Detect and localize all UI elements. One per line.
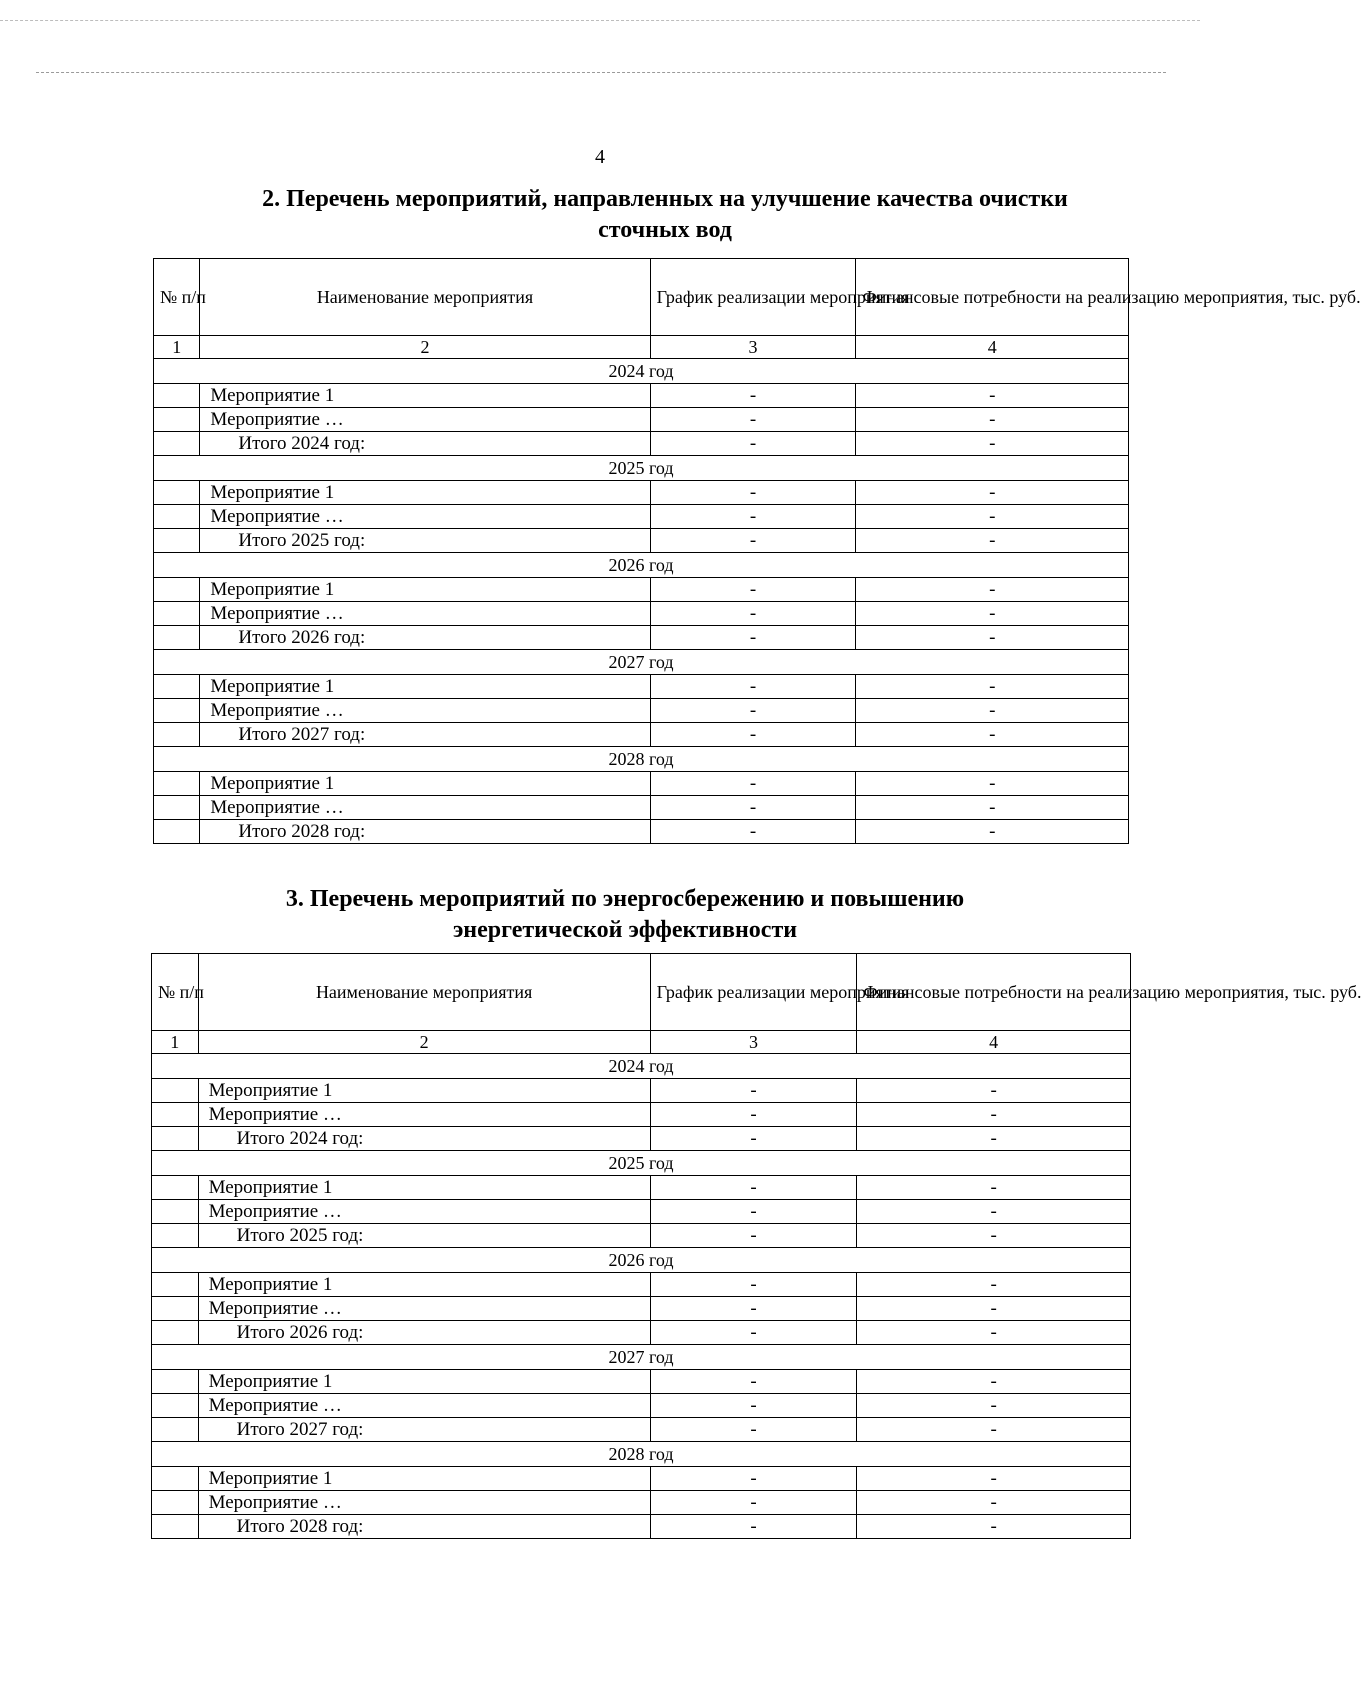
total-row [154, 529, 1129, 553]
finance-cell: - [856, 384, 1129, 408]
table-row [152, 1491, 1131, 1515]
column-number-row [154, 336, 1129, 359]
num-cell [154, 505, 200, 529]
header-name: Наименование мероприятия [198, 954, 650, 1031]
schedule-cell: - [650, 772, 856, 796]
total-row [152, 1127, 1131, 1151]
num-cell [154, 578, 200, 602]
num-cell [154, 675, 200, 699]
name-cell: Мероприятие … [200, 699, 650, 723]
year-row [152, 1054, 1131, 1079]
total-row [154, 626, 1129, 650]
name-cell: Итого 2027 год: [200, 723, 650, 747]
year-row [154, 650, 1129, 675]
name-cell: Итого 2028 год: [198, 1515, 650, 1539]
schedule-cell: - [650, 578, 856, 602]
section2-title [155, 184, 1175, 246]
year-label: 2028 год [154, 747, 1129, 772]
name-cell: Мероприятие … [198, 1491, 650, 1515]
column-number: 2 [198, 1031, 650, 1054]
schedule-cell: - [650, 1321, 857, 1345]
finance-cell: - [857, 1491, 1131, 1515]
finance-cell: - [857, 1224, 1131, 1248]
name-cell: Мероприятие 1 [198, 1079, 650, 1103]
finance-cell: - [856, 796, 1129, 820]
finance-cell: - [857, 1127, 1131, 1151]
column-number: 4 [856, 336, 1129, 359]
year-label: 2027 год [154, 650, 1129, 675]
table-row [152, 1176, 1131, 1200]
finance-cell: - [857, 1515, 1131, 1539]
num-cell [152, 1418, 199, 1442]
name-cell: Мероприятие … [200, 796, 650, 820]
schedule-cell: - [650, 675, 856, 699]
total-row [152, 1418, 1131, 1442]
year-row [152, 1442, 1131, 1467]
table-row [152, 1273, 1131, 1297]
num-cell [152, 1200, 199, 1224]
page-number: 4 [595, 146, 605, 168]
year-label: 2024 год [154, 359, 1129, 384]
num-cell [154, 796, 200, 820]
schedule-cell: - [650, 1467, 857, 1491]
name-cell: Мероприятие … [200, 505, 650, 529]
finance-cell: - [857, 1394, 1131, 1418]
table-row [154, 602, 1129, 626]
schedule-cell: - [650, 408, 856, 432]
name-cell: Мероприятие 1 [200, 578, 650, 602]
num-cell [152, 1103, 199, 1127]
name-cell: Мероприятие 1 [200, 772, 650, 796]
name-cell: Мероприятие 1 [198, 1273, 650, 1297]
year-label: 2026 год [152, 1248, 1131, 1273]
schedule-cell: - [650, 699, 856, 723]
schedule-cell: - [650, 1273, 857, 1297]
table-row [154, 796, 1129, 820]
header-finance: Финансовые потребности на реализацию мероприятия, тыс. руб. [856, 259, 1129, 336]
table-row [154, 699, 1129, 723]
num-cell [152, 1127, 199, 1151]
num-cell [152, 1176, 199, 1200]
name-cell: Итого 2028 год: [200, 820, 650, 844]
name-cell: Мероприятие 1 [198, 1370, 650, 1394]
num-cell [154, 602, 200, 626]
table-row [154, 505, 1129, 529]
schedule-cell: - [650, 1418, 857, 1442]
table-row [154, 578, 1129, 602]
num-cell [152, 1370, 199, 1394]
name-cell: Мероприятие 1 [200, 675, 650, 699]
name-cell: Итого 2025 год: [200, 529, 650, 553]
table-header-row [154, 259, 1129, 336]
num-cell [154, 432, 200, 456]
finance-cell: - [856, 529, 1129, 553]
name-cell: Мероприятие … [198, 1200, 650, 1224]
schedule-cell: - [650, 432, 856, 456]
section3-title [155, 884, 1095, 946]
table-row [152, 1297, 1131, 1321]
year-row [152, 1345, 1131, 1370]
column-number: 3 [650, 336, 856, 359]
finance-cell: - [856, 772, 1129, 796]
year-label: 2027 год [152, 1345, 1131, 1370]
schedule-cell: - [650, 1370, 857, 1394]
name-cell: Мероприятие … [198, 1297, 650, 1321]
table-header-row [152, 954, 1131, 1031]
finance-cell: - [856, 578, 1129, 602]
name-cell: Итого 2024 год: [200, 432, 650, 456]
table-row [152, 1079, 1131, 1103]
schedule-cell: - [650, 1200, 857, 1224]
name-cell: Мероприятие … [198, 1394, 650, 1418]
schedule-cell: - [650, 529, 856, 553]
num-cell [152, 1224, 199, 1248]
finance-cell: - [856, 675, 1129, 699]
schedule-cell: - [650, 1103, 857, 1127]
finance-cell: - [856, 505, 1129, 529]
num-cell [154, 699, 200, 723]
num-cell [152, 1321, 199, 1345]
finance-cell: - [856, 626, 1129, 650]
year-row [152, 1151, 1131, 1176]
num-cell [154, 384, 200, 408]
column-number: 3 [650, 1031, 857, 1054]
name-cell: Мероприятие … [198, 1103, 650, 1127]
total-row [152, 1515, 1131, 1539]
section3-title-line1: 3. Перечень мероприятий по энергосбережению и повышению [285, 886, 965, 912]
schedule-cell: - [650, 723, 856, 747]
schedule-cell: - [650, 384, 856, 408]
finance-cell: - [856, 481, 1129, 505]
finance-cell: - [856, 820, 1129, 844]
total-row [152, 1224, 1131, 1248]
finance-cell: - [857, 1418, 1131, 1442]
year-label: 2024 год [152, 1054, 1131, 1079]
column-number: 1 [152, 1031, 199, 1054]
section3-table [151, 953, 1361, 1539]
header-num: № п/п [154, 259, 200, 336]
name-cell: Итого 2026 год: [200, 626, 650, 650]
num-cell [152, 1273, 199, 1297]
schedule-cell: - [650, 1515, 857, 1539]
table-body [154, 359, 1129, 844]
table-row [154, 384, 1129, 408]
num-cell [154, 723, 200, 747]
num-cell [152, 1491, 199, 1515]
section2-title-line2: сточных вод [598, 217, 732, 243]
table-row [154, 772, 1129, 796]
schedule-cell: - [650, 1079, 857, 1103]
year-label: 2025 год [154, 456, 1129, 481]
num-cell [152, 1515, 199, 1539]
finance-cell: - [857, 1370, 1131, 1394]
name-cell: Итого 2025 год: [198, 1224, 650, 1248]
section3-title-line2: энергетической эффективности [452, 917, 798, 943]
column-number: 2 [200, 336, 650, 359]
total-row [152, 1321, 1131, 1345]
column-number: 4 [857, 1031, 1131, 1054]
finance-cell: - [857, 1200, 1131, 1224]
schedule-cell: - [650, 1394, 857, 1418]
finance-cell: - [857, 1467, 1131, 1491]
finance-cell: - [856, 723, 1129, 747]
year-row [154, 456, 1129, 481]
finance-cell: - [857, 1176, 1131, 1200]
name-cell: Мероприятие 1 [198, 1176, 650, 1200]
name-cell: Итого 2024 год: [198, 1127, 650, 1151]
section2-title-line1: 2. Перечень мероприятий, направленных на улучшение качества очистки [262, 186, 1068, 212]
section2-table [153, 258, 1361, 844]
table-row [152, 1370, 1131, 1394]
num-cell [154, 481, 200, 505]
name-cell: Итого 2026 год: [198, 1321, 650, 1345]
finance-cell: - [856, 408, 1129, 432]
num-cell [154, 408, 200, 432]
num-cell [152, 1467, 199, 1491]
num-cell [152, 1394, 199, 1418]
schedule-cell: - [650, 796, 856, 820]
name-cell: Мероприятие … [200, 408, 650, 432]
num-cell [152, 1297, 199, 1321]
table-row [154, 675, 1129, 699]
finance-cell: - [857, 1079, 1131, 1103]
schedule-cell: - [650, 820, 856, 844]
finance-cell: - [857, 1103, 1131, 1127]
finance-cell: - [856, 699, 1129, 723]
name-cell: Итого 2027 год: [198, 1418, 650, 1442]
year-row [154, 747, 1129, 772]
table-row [152, 1467, 1131, 1491]
year-label: 2025 год [152, 1151, 1131, 1176]
total-row [154, 432, 1129, 456]
header-num: № п/п [152, 954, 199, 1031]
year-label: 2028 год [152, 1442, 1131, 1467]
schedule-cell: - [650, 481, 856, 505]
table-row [152, 1394, 1131, 1418]
scan-artifact-line [0, 20, 1200, 21]
table-body [152, 1054, 1131, 1539]
header-name: Наименование мероприятия [200, 259, 650, 336]
num-cell [154, 529, 200, 553]
schedule-cell: - [650, 505, 856, 529]
finance-cell: - [856, 432, 1129, 456]
num-cell [154, 626, 200, 650]
finance-cell: - [857, 1297, 1131, 1321]
column-number-row [152, 1031, 1131, 1054]
total-row [154, 723, 1129, 747]
schedule-cell: - [650, 1297, 857, 1321]
schedule-cell: - [650, 1491, 857, 1515]
name-cell: Мероприятие 1 [200, 384, 650, 408]
num-cell [154, 820, 200, 844]
total-row [154, 820, 1129, 844]
table-row [154, 408, 1129, 432]
finance-cell: - [857, 1273, 1131, 1297]
year-row [154, 553, 1129, 578]
year-row [154, 359, 1129, 384]
schedule-cell: - [650, 1224, 857, 1248]
table-row [152, 1103, 1131, 1127]
header-schedule: График реализации мероприятия [650, 954, 857, 1031]
num-cell [154, 772, 200, 796]
name-cell: Мероприятие 1 [198, 1467, 650, 1491]
schedule-cell: - [650, 1127, 857, 1151]
finance-cell: - [857, 1321, 1131, 1345]
header-finance: Финансовые потребности на реализацию мероприятия, тыс. руб. [857, 954, 1131, 1031]
finance-cell: - [856, 602, 1129, 626]
name-cell: Мероприятие … [200, 602, 650, 626]
year-row [152, 1248, 1131, 1273]
column-number: 1 [154, 336, 200, 359]
year-label: 2026 год [154, 553, 1129, 578]
num-cell [152, 1079, 199, 1103]
name-cell: Мероприятие 1 [200, 481, 650, 505]
schedule-cell: - [650, 1176, 857, 1200]
header-schedule: График реализации мероприятия [650, 259, 856, 336]
schedule-cell: - [650, 602, 856, 626]
table-row [152, 1200, 1131, 1224]
table-row [154, 481, 1129, 505]
scan-artifact-line [36, 72, 1166, 73]
schedule-cell: - [650, 626, 856, 650]
